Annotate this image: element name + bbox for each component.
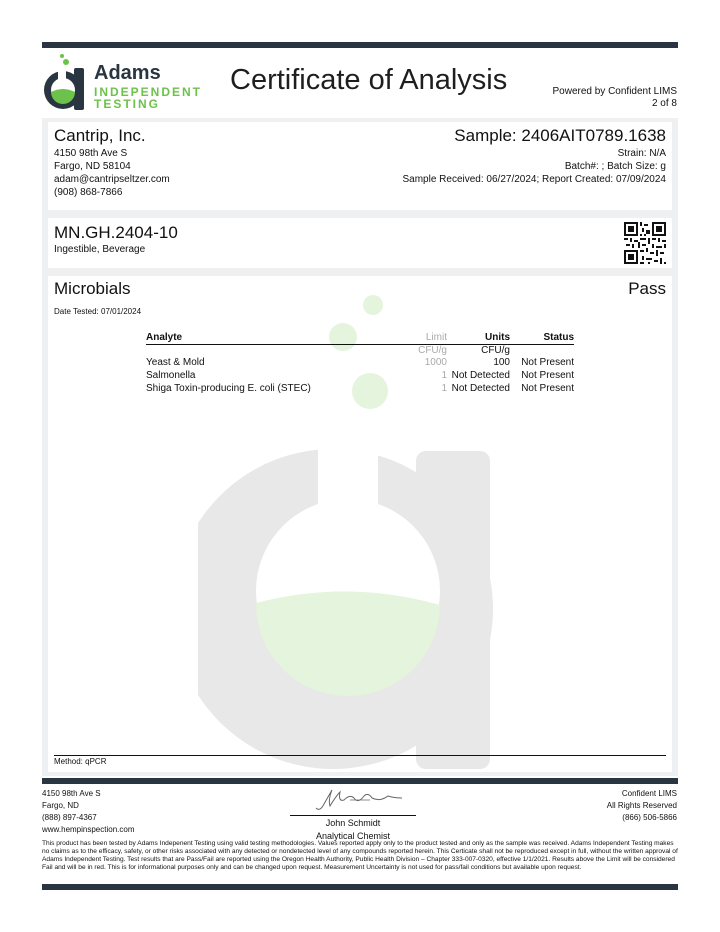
row-analyte: Salmonella bbox=[146, 370, 196, 381]
footer-right-line: Confident LIMS bbox=[621, 789, 677, 798]
client-address-2: Fargo, ND 58104 bbox=[54, 161, 131, 172]
product-type: Ingestible, Beverage bbox=[54, 244, 146, 255]
col-header-analyte: Analyte bbox=[146, 332, 183, 343]
client-name: Cantrip, Inc. bbox=[54, 126, 146, 145]
row-limit: 1 bbox=[441, 383, 447, 394]
signer-title: Analytical Chemist bbox=[315, 831, 391, 841]
sample-strain: Strain: N/A bbox=[617, 148, 666, 159]
logo-word: Adams bbox=[94, 62, 161, 84]
qr-code-icon bbox=[624, 222, 666, 264]
signer-name: John Schmidt bbox=[325, 818, 381, 828]
method-label: Method: qPCR bbox=[54, 757, 107, 766]
page-number: 2 of 8 bbox=[651, 98, 677, 109]
col-header-limit: Limit bbox=[425, 332, 447, 343]
sample-dates: Sample Received: 06/27/2024; Report Created: 07/09/2024 bbox=[402, 174, 666, 185]
row-units: Not Detected bbox=[451, 370, 510, 381]
disclaimer: This product has been tested by Adams Indepenent Testing using valid testing methodologies. Values reported apply only to the product tested and only as the sample was received. Adams Independent Testing makes no claims as to the efficacy, safety, or other risks associated with any detected or nondetected level of any compounds reported herein. This Certicate shall not be reproduced except in full, without the written approval of Adams Independent Testing. Test results that are Pass/Fail are reported using the Oregon Health Authority, Public Health Division – Chapter 333-007-0320, effective 1/1/2021. Results above the Limit will be considered Fail and will be in red. This is for informational purposes only and can be changed upon request. Measurement Uncertainty is not used for pass/fail conditions but available upon request. bbox=[42, 840, 678, 871]
adams-logo bbox=[42, 52, 202, 112]
row-limit: 1 bbox=[441, 370, 447, 381]
method-divider bbox=[54, 755, 666, 756]
row-status: Not Present bbox=[521, 383, 574, 394]
col-header-status: Status bbox=[543, 332, 574, 343]
product-panel bbox=[48, 218, 672, 268]
subheader-units: CFU/g bbox=[481, 345, 510, 356]
footer-left-line: (888) 897-4367 bbox=[42, 813, 97, 822]
sample-id: Sample: 2406AIT0789.1638 bbox=[454, 126, 666, 145]
row-analyte: Yeast & Mold bbox=[146, 357, 205, 368]
footer-left-line: Fargo, ND bbox=[42, 801, 79, 810]
row-units: Not Detected bbox=[451, 383, 510, 394]
client-phone: (908) 868-7866 bbox=[54, 187, 123, 198]
bottom-bar bbox=[42, 884, 678, 890]
subheader-limit: CFU/g bbox=[418, 345, 447, 356]
footer-right-line: (866) 506-5866 bbox=[622, 813, 677, 822]
logo-line-1: INDEPENDENT bbox=[94, 85, 203, 99]
page-title: Certificate of Analysis bbox=[230, 64, 508, 96]
signature-line bbox=[290, 815, 416, 816]
row-limit: 1000 bbox=[424, 357, 447, 368]
footer-top-bar bbox=[42, 778, 678, 784]
logo-line-2: TESTING bbox=[94, 97, 161, 111]
product-code: MN.GH.2404-10 bbox=[54, 223, 178, 242]
row-status: Not Present bbox=[521, 370, 574, 381]
flask-logo-icon bbox=[42, 52, 94, 112]
client-panel bbox=[48, 122, 672, 210]
client-email: adam@cantripseltzer.com bbox=[54, 174, 170, 185]
top-bar bbox=[42, 42, 678, 48]
section-title: Microbials bbox=[54, 279, 131, 298]
sample-batch: Batch#: ; Batch Size: g bbox=[564, 161, 666, 172]
row-units: 100 bbox=[493, 357, 510, 368]
footer-right-line: All Rights Reserved bbox=[606, 801, 677, 810]
footer-left-line: www.hempinspection.com bbox=[42, 825, 135, 834]
section-panel bbox=[48, 276, 672, 772]
row-analyte: Shiga Toxin-producing E. coli (STEC) bbox=[146, 383, 311, 394]
date-tested: Date Tested: 07/01/2024 bbox=[54, 307, 142, 316]
row-status: Not Present bbox=[521, 357, 574, 368]
signature-image bbox=[310, 786, 410, 814]
watermark-logo-icon bbox=[198, 291, 498, 769]
col-header-units: Units bbox=[485, 332, 510, 343]
section-result: Pass bbox=[628, 279, 666, 298]
powered-by: Powered by Confident LIMS bbox=[552, 86, 677, 97]
footer-left-line: 4150 98th Ave S bbox=[42, 789, 101, 798]
client-address-1: 4150 98th Ave S bbox=[54, 148, 128, 159]
